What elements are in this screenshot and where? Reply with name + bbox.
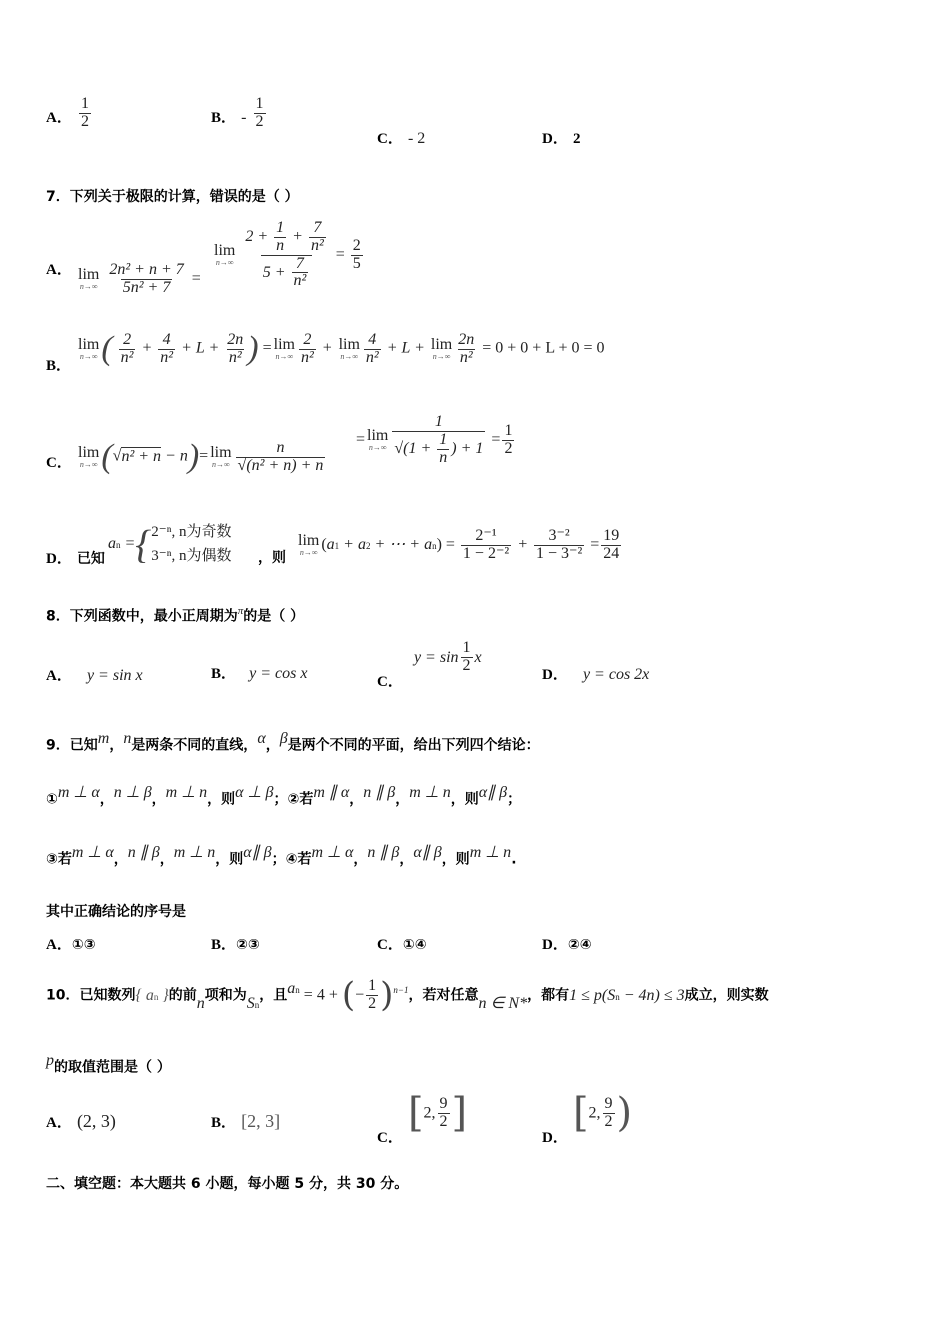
q8-option-a[interactable]: A． y = sin x [46,667,143,684]
option-label: C． [377,131,403,147]
pi-symbol: π [237,605,244,617]
fraction: $\frac{1}{2}$ [255,95,264,130]
q7-b-formula: lim n→∞ ( $\frac{2}{\text{n²}}$ + $\frac{4}{\text{n²}}$ + L + $\frac{2n}{\text{n²}}$ ) = lim n→∞ $\frac{2}{\text{n²}}$ + lim n→∞ $\frac{4}{\text{n²}}$ + L + lim n→∞ $\frac{2n}{\text{n²}}$ = 0 + 0 + L + 0 = 0 [78,330,605,367]
section-heading: 二、填空题：本大题共 6 小题，每小题 5 分，共 30 分。 [46,1176,409,1192]
q9-answer-prompt: 其中正确结论的序号是 [46,904,186,920]
option-value: 2 [572,131,581,147]
q9-stem: 9．已知m，n是两条不同的直线，α，β是两个不同的平面，给出下列四个结论： [46,730,540,754]
q9-option-b[interactable]: B．②③ [211,937,260,953]
option-value: - 2 [407,130,426,147]
q10-option-a[interactable]: A． (2, 3) [46,1111,116,1131]
q9-option-c[interactable]: C．①④ [377,937,427,953]
option-label: B． [211,109,237,126]
q10-stem-cont: p的取值范围是（ ） [46,1052,171,1076]
fraction: $\frac{1}{2}$ [80,95,89,130]
q10-stem: 10．已知数列{ an }的前n项和为Sn，且an = 4 + (− $\frac{1}{2}$ )$^{n-1}$，若对任意n ∈ N*，都有1 ≤ p(Sn − 4n) ≤ 3成立，则实数 [46,975,769,1015]
q7-a-formula-left: lim n→∞ $\frac{\text{2n² + n + 7}}{\text{5n² + 7}}$ = [78,261,201,296]
q7-d-sequence-def: an ={ 2⁻ⁿ, n为奇数 3⁻ⁿ, n为偶数 [108,521,232,567]
option-label: A． [46,109,72,126]
q10-option-b[interactable]: B． [2, 3] [211,1111,281,1131]
q8-stem: 8．下列函数中，最小正周期为$^\pi$的是（ ） [46,605,305,625]
q6-option-b[interactable] [211,95,268,135]
case-even: 3⁻ⁿ, n为偶数 [151,548,232,564]
q7-option-d-label[interactable]: D． 已知 [46,551,105,567]
q7-c-formula-left: lim n→∞ (√n² + n − n)= lim n→∞ $\frac{n}{\text{√(n² + n) + n}}$ [78,438,324,475]
q7-option-b-label[interactable]: B． [46,358,72,374]
q6-option-c[interactable] [377,127,425,148]
q7-option-c-label[interactable]: C． [46,455,72,471]
q9-option-a[interactable]: A．①③ [46,937,96,953]
text: 已知 [76,551,105,567]
q7-stem: 7．下列关于极限的计算，错误的是（ ） [46,189,299,205]
text: ，则 [258,550,286,566]
q10-option-c[interactable]: C． [2, $\frac{9}{2}$ ] [377,1090,468,1146]
q9-option-d[interactable]: D．②④ [542,937,592,953]
case-odd: 2⁻ⁿ, n为奇数 [151,524,232,540]
q7-option-a-label[interactable]: A． [46,262,72,278]
option-label: D． [542,131,568,147]
q6-option-a[interactable] [46,95,93,135]
q8-option-b[interactable]: B． y = cos x [211,665,308,682]
q9-conditions-line1: ①m ⊥ α，n ⊥ β，m ⊥ n，则α ⊥ β；②若m ∥ α，n ∥ β，m ⊥ n，则α∥ β； [46,784,522,808]
q6-option-d[interactable] [542,127,580,148]
q8-option-c[interactable]: C． y = sin $\frac{1}{2}$ x [377,639,482,690]
q7-d-formula: lim n→∞ (a1 + a2 + ⋯ + an) = $\frac{\text{2⁻¹}}{\text{1 − 2⁻²}}$ + $\frac{\text{3⁻²}}{\text{1 − 3⁻²}}$ = $\frac{19}{24}$ [298,527,620,562]
q10-option-d[interactable]: D． [2, $\frac{9}{2}$ ) [542,1090,633,1146]
q9-conditions-line2: ③若m ⊥ α，n ∥ β，m ⊥ n，则α∥ β；④若m ⊥ α，n ∥ β，α∥ β，则m ⊥ n. [46,844,517,868]
q7-a-formula-right: lim n→∞ 2 + $\frac{1}{n}$ + $\frac{7}{\text{n²}}$ 5 + $\frac{7}{\text{n²}}$ = $\frac{2}{5}$ [214,219,361,290]
q7-c-formula-right: = lim n→∞ 1 √(1 + $\frac{1}{n}$ ) + 1 = $\frac{1}{2}$ [356,413,513,466]
minus-sign: - [241,108,247,126]
q8-option-d[interactable]: D． y = cos 2x [542,666,650,683]
